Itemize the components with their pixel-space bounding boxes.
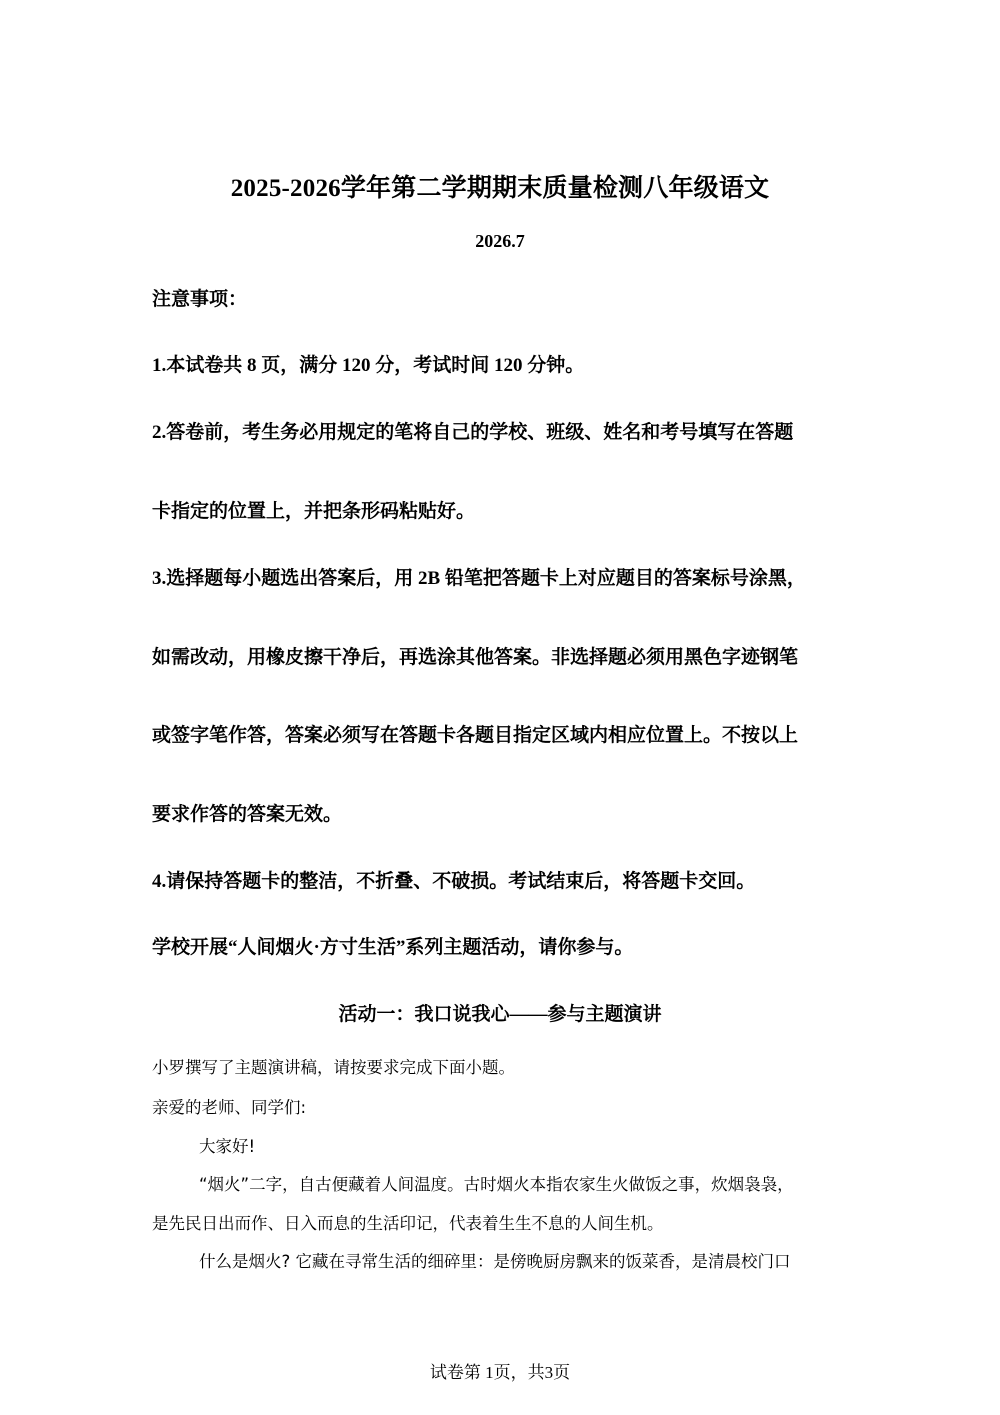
speech-salutation: 亲爱的老师、同学们: [152,1098,307,1117]
notice-line-5: 如需改动，用橡皮擦干净后，再选涂其他答案。非选择题必须用黑色字迹钢笔 [152,647,799,668]
notice-line-4: 3.选择题每小题选出答案后，用 2B 铅笔把答题卡上对应题目的答案标号涂黑， [152,568,806,589]
notice-line-1: 1.本试卷共 8 页，满分 120 分，考试时间 120 分钟。 [152,355,585,376]
notice-line-3: 卡指定的位置上，并把条形码粘贴好。 [152,501,476,522]
notice-line-6: 或签字笔作答，答案必须写在答题卡各题目指定区域内相应位置上。不按以上 [152,725,799,746]
speech-paragraph-1-line-1: “烟火”二字，自古便藏着人间温度。古时烟火本指农家生火做饭之事，炊烟袅袅， [199,1175,794,1194]
notice-heading: 注意事项： [152,289,248,310]
notice-line-7: 要求作答的答案无效。 [152,804,343,825]
speech-paragraph-1-line-2: 是先民日出而作、日入而息的生活印记，代表着生生不息的人间生机。 [152,1214,664,1233]
speech-greeting: 大家好! [199,1137,256,1156]
activity-intro: 学校开展“人间烟火·方寸生活”系列主题活动，请你参与。 [152,937,634,958]
exam-date: 2026.7 [475,231,525,251]
notice-line-8: 4.请保持答题卡的整洁，不折叠、不破损。考试结束后，将答题卡交回。 [152,871,756,892]
exam-title: 2025-2026学年第二学期期末质量检测八年级语文 [230,175,770,202]
notice-line-2: 2.答卷前，考生务必用规定的笔将自己的学校、班级、姓名和考号填写在答题 [152,422,794,443]
speech-paragraph-2-line-1: 什么是烟火? 它藏在寻常生活的细碎里：是傍晚厨房飘来的饭菜香，是清晨校门口 [199,1252,791,1271]
activity-heading: 活动一：我口说我心——参与主题演讲 [338,1004,662,1025]
question-instruction: 小罗撰写了主题演讲稿，请按要求完成下面小题。 [152,1058,515,1077]
page-number: 试卷第 1页，共3页 [429,1363,571,1382]
